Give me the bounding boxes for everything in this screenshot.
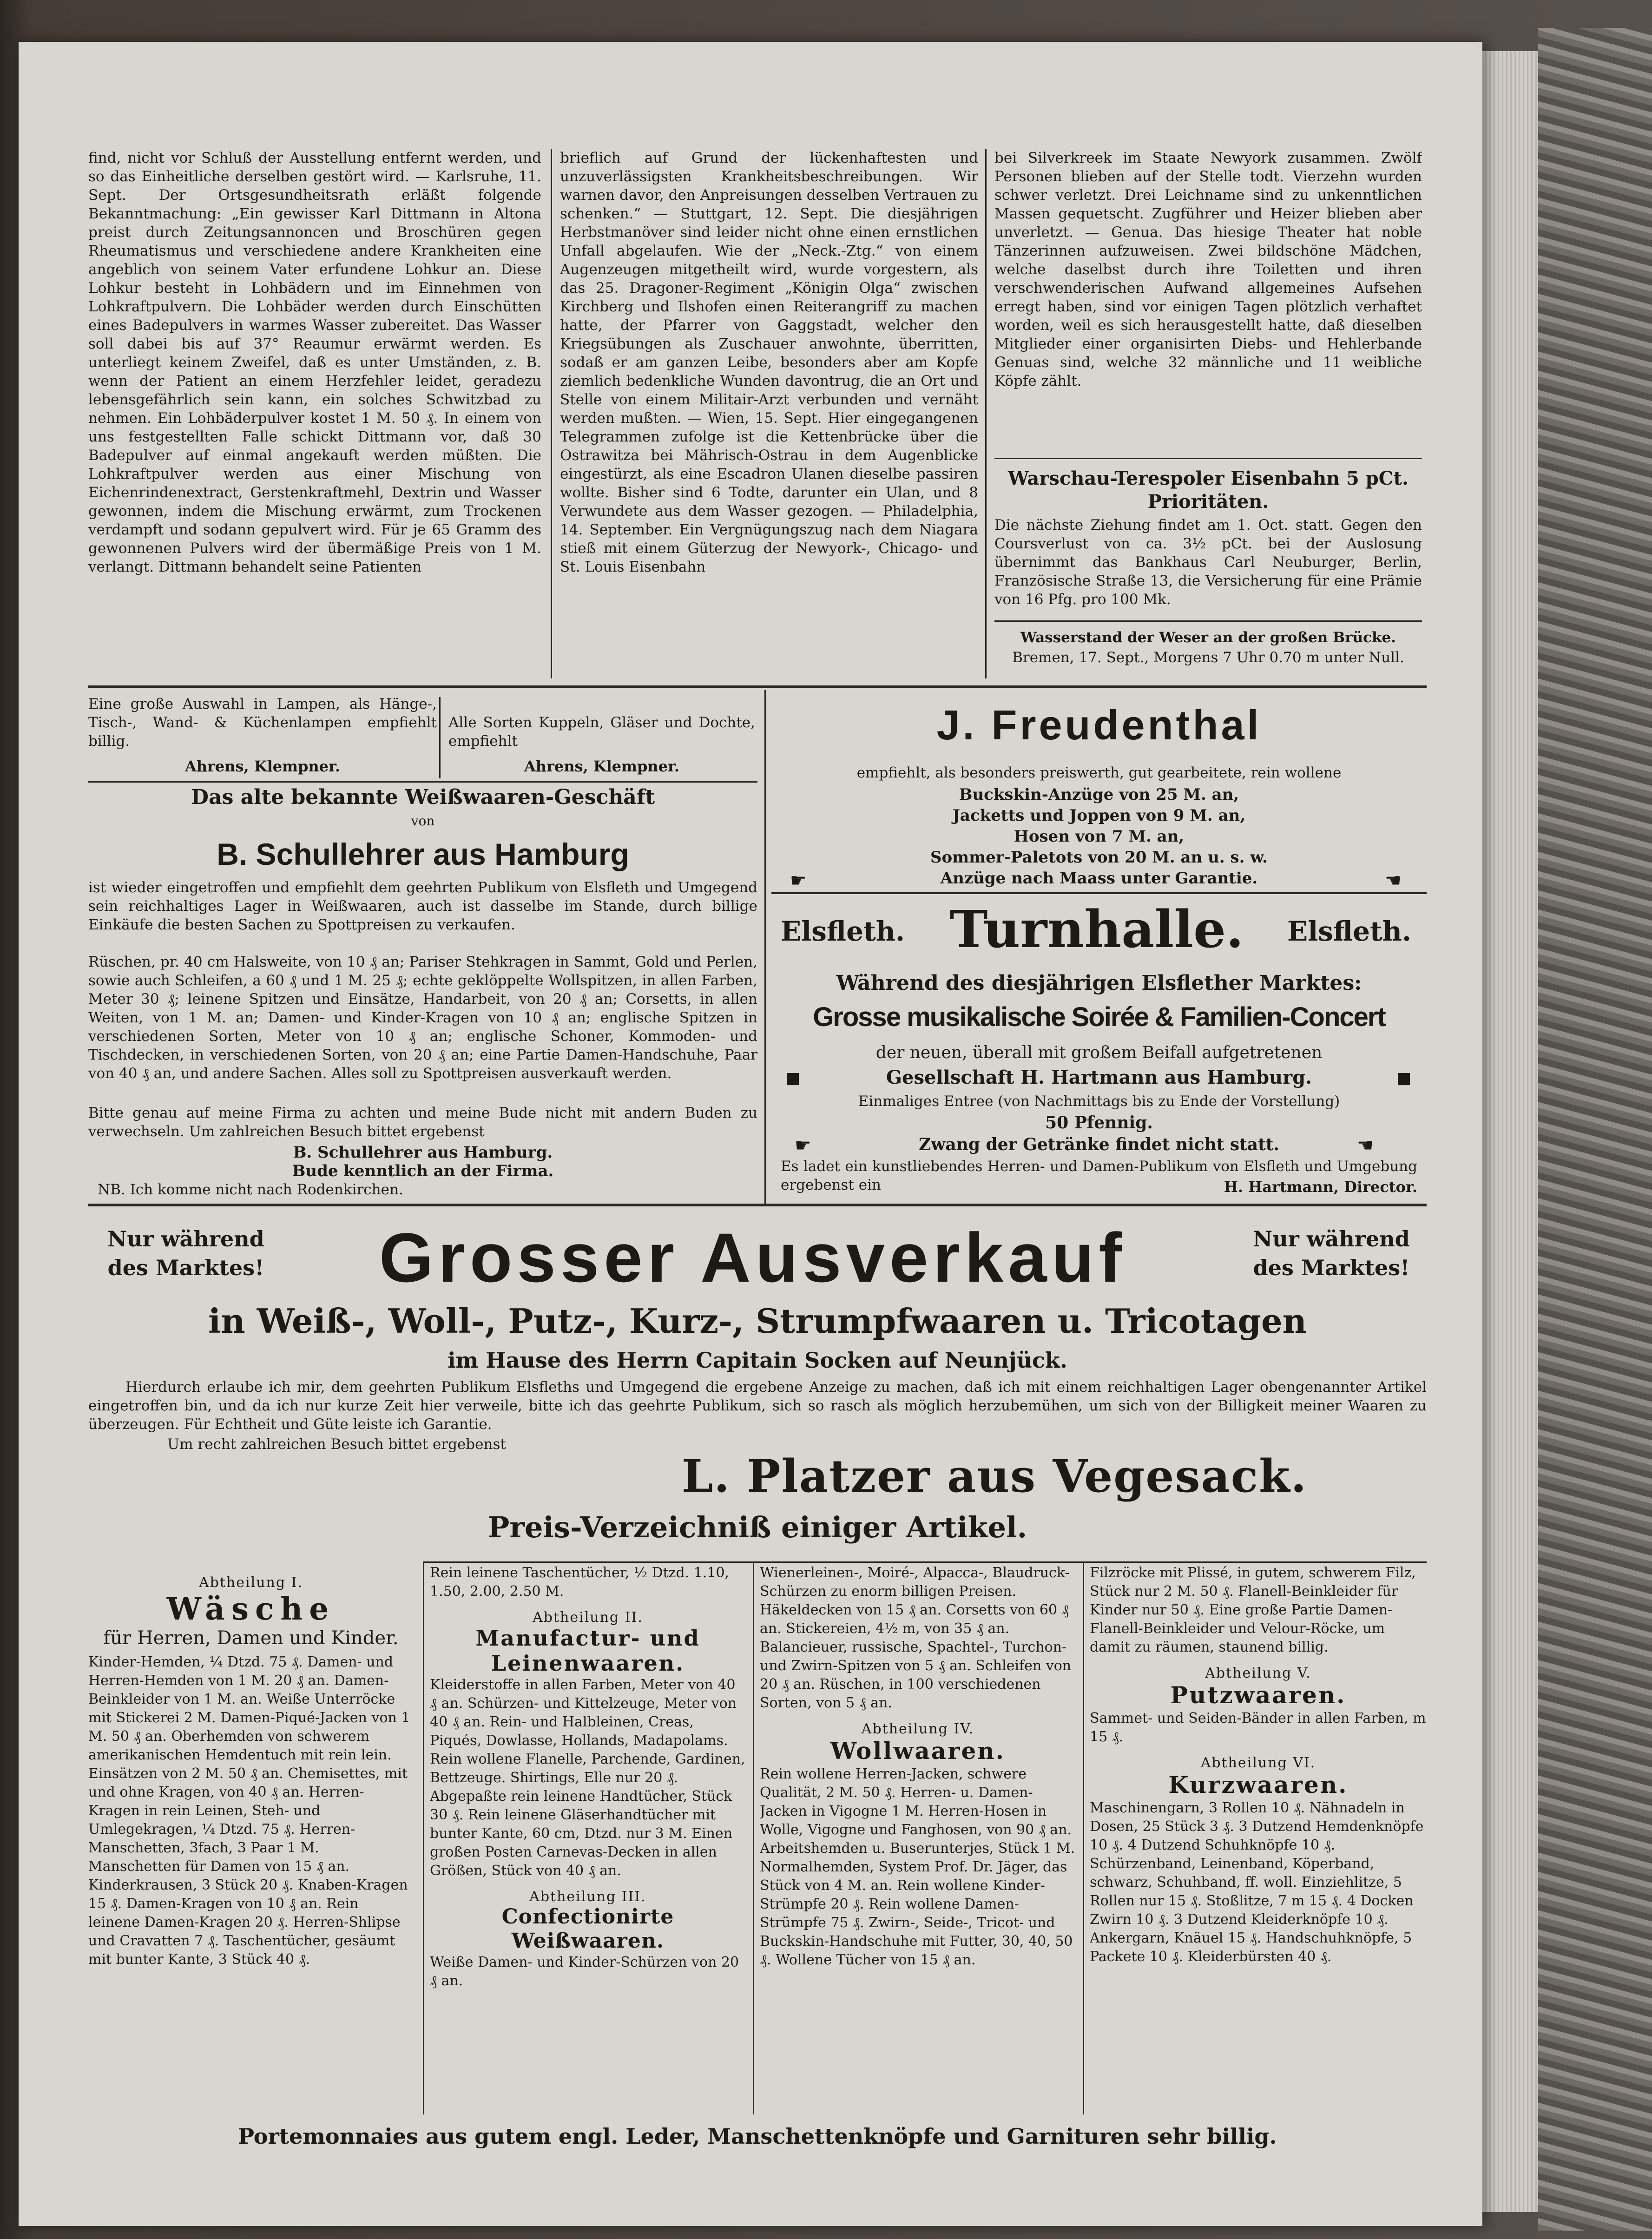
turnhalle-town-left: Elsfleth.: [781, 915, 905, 947]
rail-body: Die nächste Ziehung findet am 1. Oct. statt. Gegen den Coursverlust von ca. 3½ pCt. bei der Auslosung übernimmt das Bankhaus Carl Neuburger, Berlin, Französische Straße 13, die Versicherung für eine Prämie von 16 Pfg. pro 100 Mk.: [994, 517, 1422, 608]
ad-divider: [439, 697, 441, 778]
ahrens-glass-sign: Ahrens, Klempner.: [524, 757, 680, 775]
turnhalle-line-4: 50 Pfennig.: [1045, 1113, 1153, 1133]
column-divider: [985, 149, 987, 678]
section-title: Confectionirte Weißwaaren.: [501, 1905, 674, 1953]
price-column-1: [88, 1566, 414, 2114]
section-title: Wäsche: [166, 1591, 336, 1627]
ad-rule: [88, 781, 757, 783]
column-divider: [551, 149, 552, 678]
freudenthal-line-4: Sommer-Paletots von 20 M. an u. s. w.: [930, 848, 1268, 867]
platzer-only-left: Nur während des Marktes!: [107, 1226, 264, 1280]
section-title: Putzwaaren.: [1170, 1681, 1346, 1709]
ahrens-lamps-text: Eine große Auswahl in Lampen, als Hänge-, Tisch-, Wand- & Küchenlampen empfiehlt billig.: [88, 696, 437, 750]
price-column-3: [760, 1564, 1076, 2114]
news-column-1: find, nicht vor Schluß der Ausstellung entfernt werden, und so das Einheitliche derselben gestört wird. — Karlsruhe, 11. Sept. Der Ortsgesundheitsrath erläßt folgende Bekanntmachung: „Ein gewisser Karl Dittmann in Altona preist durch Zeitungsannoncen und Broschüren gegen Rheumatismus und verschiedene andere Krankheiten eine angeblich von seinem Vater erfundene Lohkur an. Diese Lohkur besteht in Lohbädern und im Einnehmen von Lohkraftpulvern. Die Lohbäder werden durch Einschütten eines Badepulvers in warmes Wasser zubereitet. Das Wasser soll dabei bis auf 37° Reaumur erwärmt werden. Es unterliegt keinem Zweifel, daß es unter Umständen, z. B. wenn der Patient an einem Herzfehler leidet, geradezu lebensgefährlich sein kann, ein solches Schwitzbad zu nehmen. Ein Lohbäderpulver kostet 1 M. 50 ₰. In einem von uns festgestellten Falle schickt Dittmann vor, daß 30 Badepulver auf einmal angekauft werden müßten. Die Lohkraftpulver werden aus einer Mischung von Eichenrindenextract, Gerstenkraftmehl, Dextrin und Wasser gewonnen, indem die Mischung erwärmt, zum Trockenen verdampft und sodann gepulvert wird. Für je 65 Gramm des gewonnenen Pulvers wird der übermäßige Preis von 1 M. verlangt. Dittmann behandelt seine Patienten: [88, 150, 541, 575]
section-label: Abtheilung V.: [1205, 1665, 1311, 1681]
newspaper-page: [19, 42, 1482, 2226]
turnhalle-line-3: Einmaliges Entree (von Nachmittags bis zu Ende der Vorstellung): [858, 1093, 1340, 1110]
ad-block-divider: [764, 690, 766, 1206]
schullehrer-headline: Das alte bekannte Weißwaaren-Geschäft: [191, 785, 655, 809]
turnhalle-town-right: Elsfleth.: [1287, 915, 1412, 947]
price-column-4: [1090, 1564, 1427, 2114]
book-cover-edge: [1538, 28, 1652, 2231]
divider: [994, 458, 1422, 459]
ahrens-lamps-sign: Ahrens, Klempner.: [184, 757, 341, 775]
platzer-invite: Um recht zahlreichen Besuch bittet ergebenst: [167, 1436, 506, 1453]
turnhalle-line-5: Zwang der Getränke findet nicht statt.: [919, 1135, 1279, 1154]
freudenthal-line-3: Hosen von 7 M. an,: [1014, 827, 1185, 846]
schullehrer-sign: B. Schullehrer aus Hamburg.: [293, 1143, 553, 1162]
platzer-line-2: in Weiß-, Woll-, Putz-, Kurz-, Strumpfwaaren u. Tricotagen: [208, 1301, 1307, 1341]
square-bullet-icon: ■: [785, 1069, 801, 1087]
section-rule: [88, 1204, 1427, 1206]
pointing-hand-icon: ☛: [795, 1135, 811, 1156]
section-label: Abtheilung II.: [533, 1609, 643, 1626]
section-title: Manufactur- und Leinenwaaren.: [475, 1626, 700, 1676]
section-items: Rein wollene Herren-Jacken, schwere Qualität, 2 M. 50 ₰. Herren- u. Damen-Jacken in Vigogne 1 M. Herren-Hosen in Wolle, Vigogne und Fanghosen, von 90 ₰ an. Arbeitshemden u. Buserunterjes, Stück 1 M. Normalhemden, System Prof. Dr. Jäger, das Stück von 4 M. an. Rein wollene Kinder-Strümpfe 20 ₰. Rein wollene Damen-Strümpfe 75 ₰. Zwirn-, Seide-, Tricot- und Buckskin-Handschuhe mit Futter, 30, 40, 50 ₰. Wollene Tücher von 15 ₰ an.: [760, 1766, 1075, 1968]
schullehrer-request: Bitte genau auf meine Firma zu achten und meine Bude nicht mit andern Buden zu verwechseln. Um zahlreichen Besuch bittet ergebenst: [88, 1105, 757, 1140]
price-col-divider: [753, 1561, 754, 2114]
freudenthal-line-2: Jacketts und Joppen von 9 M. an,: [952, 806, 1246, 825]
schullehrer-nb: NB. Ich komme nicht nach Rodenkirchen.: [98, 1181, 403, 1198]
section-label: Abtheilung IV.: [861, 1721, 974, 1737]
section-items: Kinder-Hemden, ¼ Dtzd. 75 ₰. Damen- und Herren-Hemden von 1 M. 20 ₰ an. Damen-Beinkleider von 1 M. an. Weiße Unterröcke mit Stickerei 2 M. Damen-Piqué-Jacken von 1 M. 50 ₰ an. Oberhemden von schwerem amerikanischen Hemdentuch mit rein lein. Einsätzen von 2 M. 50 ₰ an. Chemisettes, mit und ohne Kragen, von 40 ₰ an. Herren-Kragen in rein Leinen, Steh- und Umlegekragen, ¼ Dtzd. 75 ₰. Herren-Manschetten, 3fach, 3 Paar 1 M. Manschetten für Damen von 15 ₰ an. Kinderkrausen, 3 Stück 20 ₰. Knaben-Kragen 15 ₰. Damen-Kragen von 10 ₰ an. Rein leinene Damen-Kragen 20 ₰. Herren-Shlipse und Cravatten 7 ₰. Taschentücher, gesäumt mit bunter Kante, 3 Stück 40 ₰.: [88, 1654, 410, 1968]
turnhalle-concert: Grosse musikalische Soirée & Familien-Concert: [813, 1002, 1385, 1032]
rail-title: Warschau-Terespoler Eisenbahn 5 pCt. Prioritäten.: [1007, 468, 1408, 513]
price-list-title: Preis-Verzeichniß einiger Artikel.: [487, 1510, 1027, 1544]
platzer-body: Hierdurch erlaube ich mir, dem geehrten Publikum Elsfleths und Umgegend die ergebene Anzeige zu machen, daß ich mit einem reichhaltigen Lager obengenannter Artikel eingetroffen bin, und da ich nur kurze Zeit hier verweile, bitte ich das geehrte Publikum, sich so rasch als möglich herzubemühen, um sich von der Billigkeit meiner Waaren zu überzeugen. Für Echtheit und Güte leiste ich Garantie.: [88, 1379, 1427, 1433]
turnhalle-title: Turnhalle.: [949, 899, 1244, 959]
price-col-divider: [1083, 1561, 1084, 2114]
freudenthal-intro: empfiehlt, als besonders preiswerth, gut gearbeitete, rein wollene: [856, 764, 1342, 781]
turnhalle-invite: Es ladet ein kunstliebendes Herren- und Damen-Publikum von Elsfleth und Umgebung ergebenst ein: [781, 1158, 1417, 1193]
pointing-hand-icon: ☚: [1385, 870, 1402, 891]
platzer-footer: Portemonnaies aus gutem engl. Leder, Manschettenknöpfe und Garnituren sehr billig.: [238, 2124, 1277, 2149]
section-title: Kurzwaaren.: [1168, 1771, 1348, 1798]
section-subtitle: für Herren, Damen und Kinder.: [103, 1627, 399, 1649]
platzer-only-right: Nur während des Marktes!: [1253, 1226, 1410, 1280]
freudenthal-line-5: Anzüge nach Maass unter Garantie.: [940, 869, 1258, 888]
schullehrer-intro: ist wieder eingetroffen und empfiehlt dem geehrten Publikum von Elsfleth und Umgegend sein reichhaltiges Lager in Weißwaaren, auch ist dasselbe im Stande, durch billige Einkäufe die besten Sachen zu Spottpreisen zu verkaufen.: [88, 879, 757, 933]
divider: [994, 620, 1422, 622]
section-items: Wienerleinen-, Moiré-, Alpacca-, Blaudruck-Schürzen zu enorm billigen Preisen. Häkeldecken von 15 ₰ an. Corsetts von 60 ₰ an. Stickereien, 4½ m, von 35 ₰ an. Balancieuer, russische, Spachtel-, Turchon- und Zwirn-Spitzen von 5 ₰ an. Schleifen von 20 ₰ an. Rüschen, in 100 verschiedenen Sorten, von 5 ₰ an.: [760, 1565, 1072, 1711]
turnhalle-line-2: Gesellschaft H. Hartmann aus Hamburg.: [886, 1067, 1312, 1088]
platzer-name: L. Platzer aus Vegesack.: [681, 1450, 1308, 1502]
section-label: Abtheilung I.: [199, 1574, 303, 1591]
freudenthal-line-1: Buckskin-Anzüge von 25 M. an,: [959, 785, 1239, 804]
ahrens-glass-text: Alle Sorten Kuppeln, Gläser und Dochte, empfiehlt: [448, 714, 755, 750]
section-label: Abtheilung VI.: [1200, 1755, 1316, 1771]
schullehrer-von: von: [411, 813, 435, 829]
section-items: Kleiderstoffe in allen Farben, Meter von 40 ₰ an. Schürzen- und Kittelzeuge, Meter von 40 ₰ an. Rein- und Halbleinen, Creas, Piqués, Dowlasse, Hollands, Madapolams. Rein wollene Flanelle, Parchende, Gardinen, Bettzeuge. Shirtings, Elle nur 20 ₰. Abgepaßte rein leinene Handtücher, Stück 30 ₰. Rein leinene Gläserhandtücher mit bunter Kante, 60 cm, Dtzd. nur 3 M. Einen großen Posten Carnevas-Decken in allen Größen, Stück von 40 ₰ an.: [430, 1677, 745, 1879]
ad-rule: [771, 892, 1427, 894]
pointing-hand-icon: ☛: [790, 870, 807, 891]
platzer-line-3: im Hause des Herrn Capitain Socken auf Neunjück.: [448, 1348, 1067, 1373]
price-column-2: [430, 1564, 746, 2114]
turnhalle-line-1: der neuen, überall mit großem Beifall aufgetretenen: [875, 1043, 1323, 1062]
water-title: Wasserstand der Weser an der großen Brücke.: [1020, 629, 1396, 646]
section-rule: [88, 685, 1427, 688]
square-bullet-icon: ■: [1396, 1069, 1412, 1087]
turnhalle-sign: H. Hartmann, Director.: [1224, 1178, 1417, 1196]
platzer-big: Grosser Ausverkauf: [379, 1218, 1127, 1297]
schullehrer-name: B. Schullehrer aus Hamburg: [217, 837, 629, 871]
section-items: Rein leinene Taschentücher, ½ Dtzd. 1.10, 1.50, 2.00, 2.50 M.: [430, 1565, 730, 1600]
turnhalle-sub: Während des diesjährigen Elsflether Marktes:: [836, 971, 1362, 995]
water-body: Bremen, 17. Sept., Morgens 7 Uhr 0.70 m unter Null.: [1012, 649, 1404, 666]
section-items: Sammet- und Seiden-Bänder in allen Farben, m 15 ₰.: [1090, 1710, 1426, 1745]
freudenthal-name: J. Freudenthal: [936, 702, 1262, 749]
page-stack-edges: [1482, 51, 1538, 2212]
price-top-rule: [423, 1561, 1427, 1563]
schullehrer-bude: Bude kenntlich an der Firma.: [292, 1162, 554, 1180]
section-label: Abtheilung III.: [529, 1889, 646, 1905]
news-column-2: brieflich auf Grund der lückenhaftesten und unzuverlässigsten Krankheitsbeschreibungen. Wir warnen davor, den Anpreisungen desselben Vertrauen zu schenken.“ — Stuttgart, 12. Sept. Die diesjährigen Herbstmanöver sind leider nicht ohne einen ernstlichen Unfall abgelaufen. Wie der „Neck.-Ztg.“ von einem Augenzeugen mitgetheilt wird, wurde vorgestern, als das 25. Dragoner-Regiment „Königin Olga“ zwischen Kirchberg und Ilshofen einen Reiterangriff zu machen hatte, der Pfarrer von Gaggstadt, welcher den Kriegsübungen als Zuschauer anwohnte, überritten, sodaß er am ganzen Leibe, besonders aber am Kopfe ziemlich bedenkliche Wunden davontrug, die an Ort und Stelle von einem Militair-Arzt verbunden und vernäht werden mußten. — Wien, 15. Sept. Hier eingegangenen Telegrammen zufolge ist die Kettenbrücke über die Ostrawitza bei Mährisch-Ostrau in dem Augenblicke eingestürzt, als eine Escadron Ulanen dieselbe passiren wollte. Bisher sind 6 Todte, darunter ein Ulan, und 8 Verwundete aus dem Wasser gezogen. — Philadelphia, 14. September. Ein Vergnügungszug nach dem Niagara stieß mit einem Güterzug der Newyork-, Chicago- und St. Louis Eisenbahn: [560, 150, 978, 575]
section-items: Weiße Damen- und Kinder-Schürzen von 20 ₰ an.: [430, 1954, 739, 1989]
section-title: Wollwaaren.: [830, 1737, 1006, 1765]
pointing-hand-icon: ☚: [1357, 1135, 1374, 1156]
section-items: Filzröcke mit Plissé, in gutem, schwerem Filz, Stück nur 2 M. 50 ₰. Flanell-Beinkleider für Kinder nur 50 ₰. Eine große Partie Damen-Flanell-Beinkleider und Velour-Röcke, um damit zu räumen, staunend billig.: [1090, 1565, 1416, 1655]
news-column-3: bei Silverkreek im Staate Newyork zusammen. Zwölf Personen blieben auf der Stelle todt. Vierzehn wurden schwer verletzt. Drei Leichname sind zu unkenntlichen Massen gequetscht. Zugführer und Heizer blieben aber unverletzt. — Genua. Das hiesige Theater hat noble Tänzerinnen aufzuweisen. Zwei bildschöne Mädchen, welche daselbst durch ihre Toiletten und ihren verschwenderischen Aufwand allgemeines Aufsehen erregt haben, sind vor einigen Tagen plötzlich verhaftet worden, weil es sich herausgestellt hatte, daß dieselben Mitglieder einer organisirten Diebs- und Hehlerbande Genuas sind, welche 32 männliche und 11 weibliche Köpfe zählt.: [994, 150, 1422, 389]
price-col-divider: [423, 1561, 424, 2114]
schullehrer-items: Rüschen, pr. 40 cm Halsweite, von 10 ₰ an; Pariser Stehkragen in Sammt, Gold und Perlen, sowie auch Schleifen, a 60 ₰ und 1 M. 25 ₰; echte geklöppelte Wollspitzen, in allen Farben, Meter 30 ₰; leinene Spitzen und Einsätze, Handarbeit, von 20 ₰ an; Corsetts, in allen Weiten, von 1 M. an; Damen- und Kinder-Kragen von 10 ₰ an; englische Spitzen in verschiedenen Sorten, Meter von 10 ₰ an; englische Schoner, Kommoden- und Tischdecken, in verschiedenen Sorten, von 20 ₰ an; eine Partie Damen-Handschuhe, Paar von 40 ₰ an, und andere Sachen. Alles soll zu Spottpreisen ausverkauft werden.: [88, 954, 757, 1082]
section-items: Maschinengarn, 3 Rollen 10 ₰. Nähnadeln in Dosen, 25 Stück 3 ₰. 3 Dutzend Hemdenknöpfe 10 ₰. 4 Dutzend Schuhknöpfe 10 ₰. Schürzenband, Leinenband, Köperband, schwarz, Schuhband, ff. woll. Einziehlitze, 5 Rollen nur 15 ₰. Stoßlitze, 7 m 15 ₰. 4 Docken Zwirn 10 ₰. 3 Dutzend Kleiderknöpfe 10 ₰. Ankergarn, Knäuel 15 ₰. Handschuhknöpfe, 5 Packete 10 ₰. Kleiderbürsten 40 ₰.: [1090, 1800, 1424, 1965]
